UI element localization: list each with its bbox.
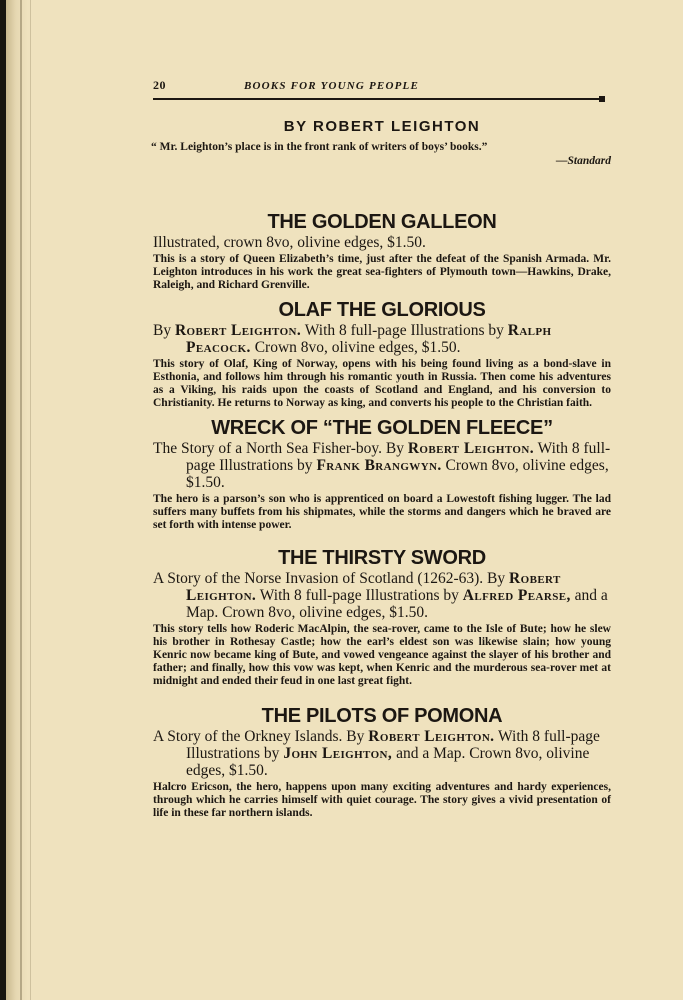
book-title: WRECK OF “THE GOLDEN FLEECE”	[211, 417, 553, 439]
illustrator-name: John Leighton,	[283, 745, 393, 762]
book-description: Halcro Ericson, the hero, happens upon many exciting adventures and hardy experiences, through which he carries himself with quiet courage. The story gives a vivid presentation of life in these far northern islands.	[153, 781, 611, 819]
publication-details	[153, 234, 611, 251]
running-head: BOOKS FOR YOUNG PEOPLE	[243, 80, 419, 92]
author-name: Robert Leighton.	[174, 322, 302, 339]
binding-gutter-line	[20, 0, 22, 1000]
pub-text: With 8 full-page Illustrations by	[301, 322, 508, 339]
book-page	[6, 0, 683, 1000]
pub-text: and a Map. Crown 8vo, olivine edges, $1.50.	[186, 587, 608, 621]
book-entry	[153, 546, 611, 688]
publication-details	[153, 322, 611, 356]
pub-text: A Story of the Orkney Islands. By	[153, 728, 369, 745]
illustrator-name: Alfred Pearse,	[462, 587, 571, 604]
illustrator-name: Frank Brangwyn.	[316, 457, 442, 474]
book-title: THE PILOTS OF POMONA	[261, 705, 503, 727]
book-entry	[153, 210, 611, 292]
quote-source: —Standard	[556, 155, 611, 167]
binding-gutter-line	[30, 0, 31, 1000]
book-entry	[153, 298, 611, 410]
pub-text: With 8 full-page Illustrations by	[186, 728, 600, 762]
pub-text: By	[153, 322, 175, 339]
pub-text: and a Map. Crown 8vo, olivine edges, $1.50.	[186, 745, 590, 779]
pub-text: Crown 8vo, olivine edges, $1.50.	[186, 457, 609, 491]
book-description: This story tells how Roderic MacAlpin, the sea-rover, came to the Isle of Bute; how he slew his brother in Rothesay Castle; how the earl’s eldest son was likewise slain; how young Kenric now became king of Bute, and vowed vengeance against the slayer of his brother and father; and finally, how this vow was kept, when Kenric and the murderous sea-rover met at midnight and ended their feud in one last great fight.	[153, 623, 611, 687]
publication-details	[153, 728, 611, 779]
book-title: OLAF THE GLORIOUS	[278, 299, 486, 321]
section-heading: BY ROBERT LEIGHTON	[283, 118, 481, 135]
page-content	[153, 118, 611, 820]
pub-text: The Story of a North Sea Fisher-boy. By	[153, 440, 408, 457]
author-name: Robert Leighton.	[407, 440, 535, 457]
author-name: Robert Leighton.	[186, 570, 561, 604]
press-quote: “ Mr. Leighton’s place is in the front rank of writers of boys’ books.”	[151, 141, 488, 153]
page-header	[153, 78, 609, 93]
publication-details	[153, 440, 611, 491]
book-entry	[153, 704, 611, 820]
book-description: This is a story of Queen Elizabeth’s time, just after the defeat of the Spanish Armada. Mr. Leighton introduces in his work the great sea-fighters of Plymouth town—Hawkins, Drake, Raleigh, and Richard Grenville.	[153, 253, 611, 291]
author-name: Robert Leighton.	[368, 728, 495, 745]
pub-text: Illustrated, crown 8vo, olivine edges, $1.50.	[153, 234, 426, 251]
pub-text: Crown 8vo, olivine edges, $1.50.	[250, 339, 461, 356]
header-rule	[153, 98, 603, 100]
book-title: THE GOLDEN GALLEON	[267, 211, 497, 233]
page-number: 20	[153, 78, 166, 92]
book-title: THE THIRSTY SWORD	[278, 547, 486, 569]
pub-text: With 8 full-page Illustrations by	[256, 587, 463, 604]
book-description: The hero is a parson’s son who is apprenticed on board a Lowestoft fishing lugger. The lad suffers many buffets from his shipmates, while the storms and dangers which he braved are set forth with intense power.	[153, 493, 611, 531]
header-rule-end	[599, 96, 605, 102]
pub-text: A Story of the Norse Invasion of Scotland (1262-63). By	[153, 570, 510, 587]
illustrator-name: Ralph Peacock.	[186, 322, 552, 356]
book-description: This story of Olaf, King of Norway, opens with his being found living as a bond-slave in Esthonia, and follows him through his romantic youth in Russia. Then come his adventures as a Viking, his raids upon the coasts of Scotland and England, and his conversion to Christianity. He returns to Norway as king, and converts his people to the Christian faith.	[153, 358, 611, 409]
pub-text: With 8 full-page Illustrations by	[186, 440, 611, 474]
publication-details	[153, 570, 611, 621]
book-entry	[153, 416, 611, 532]
